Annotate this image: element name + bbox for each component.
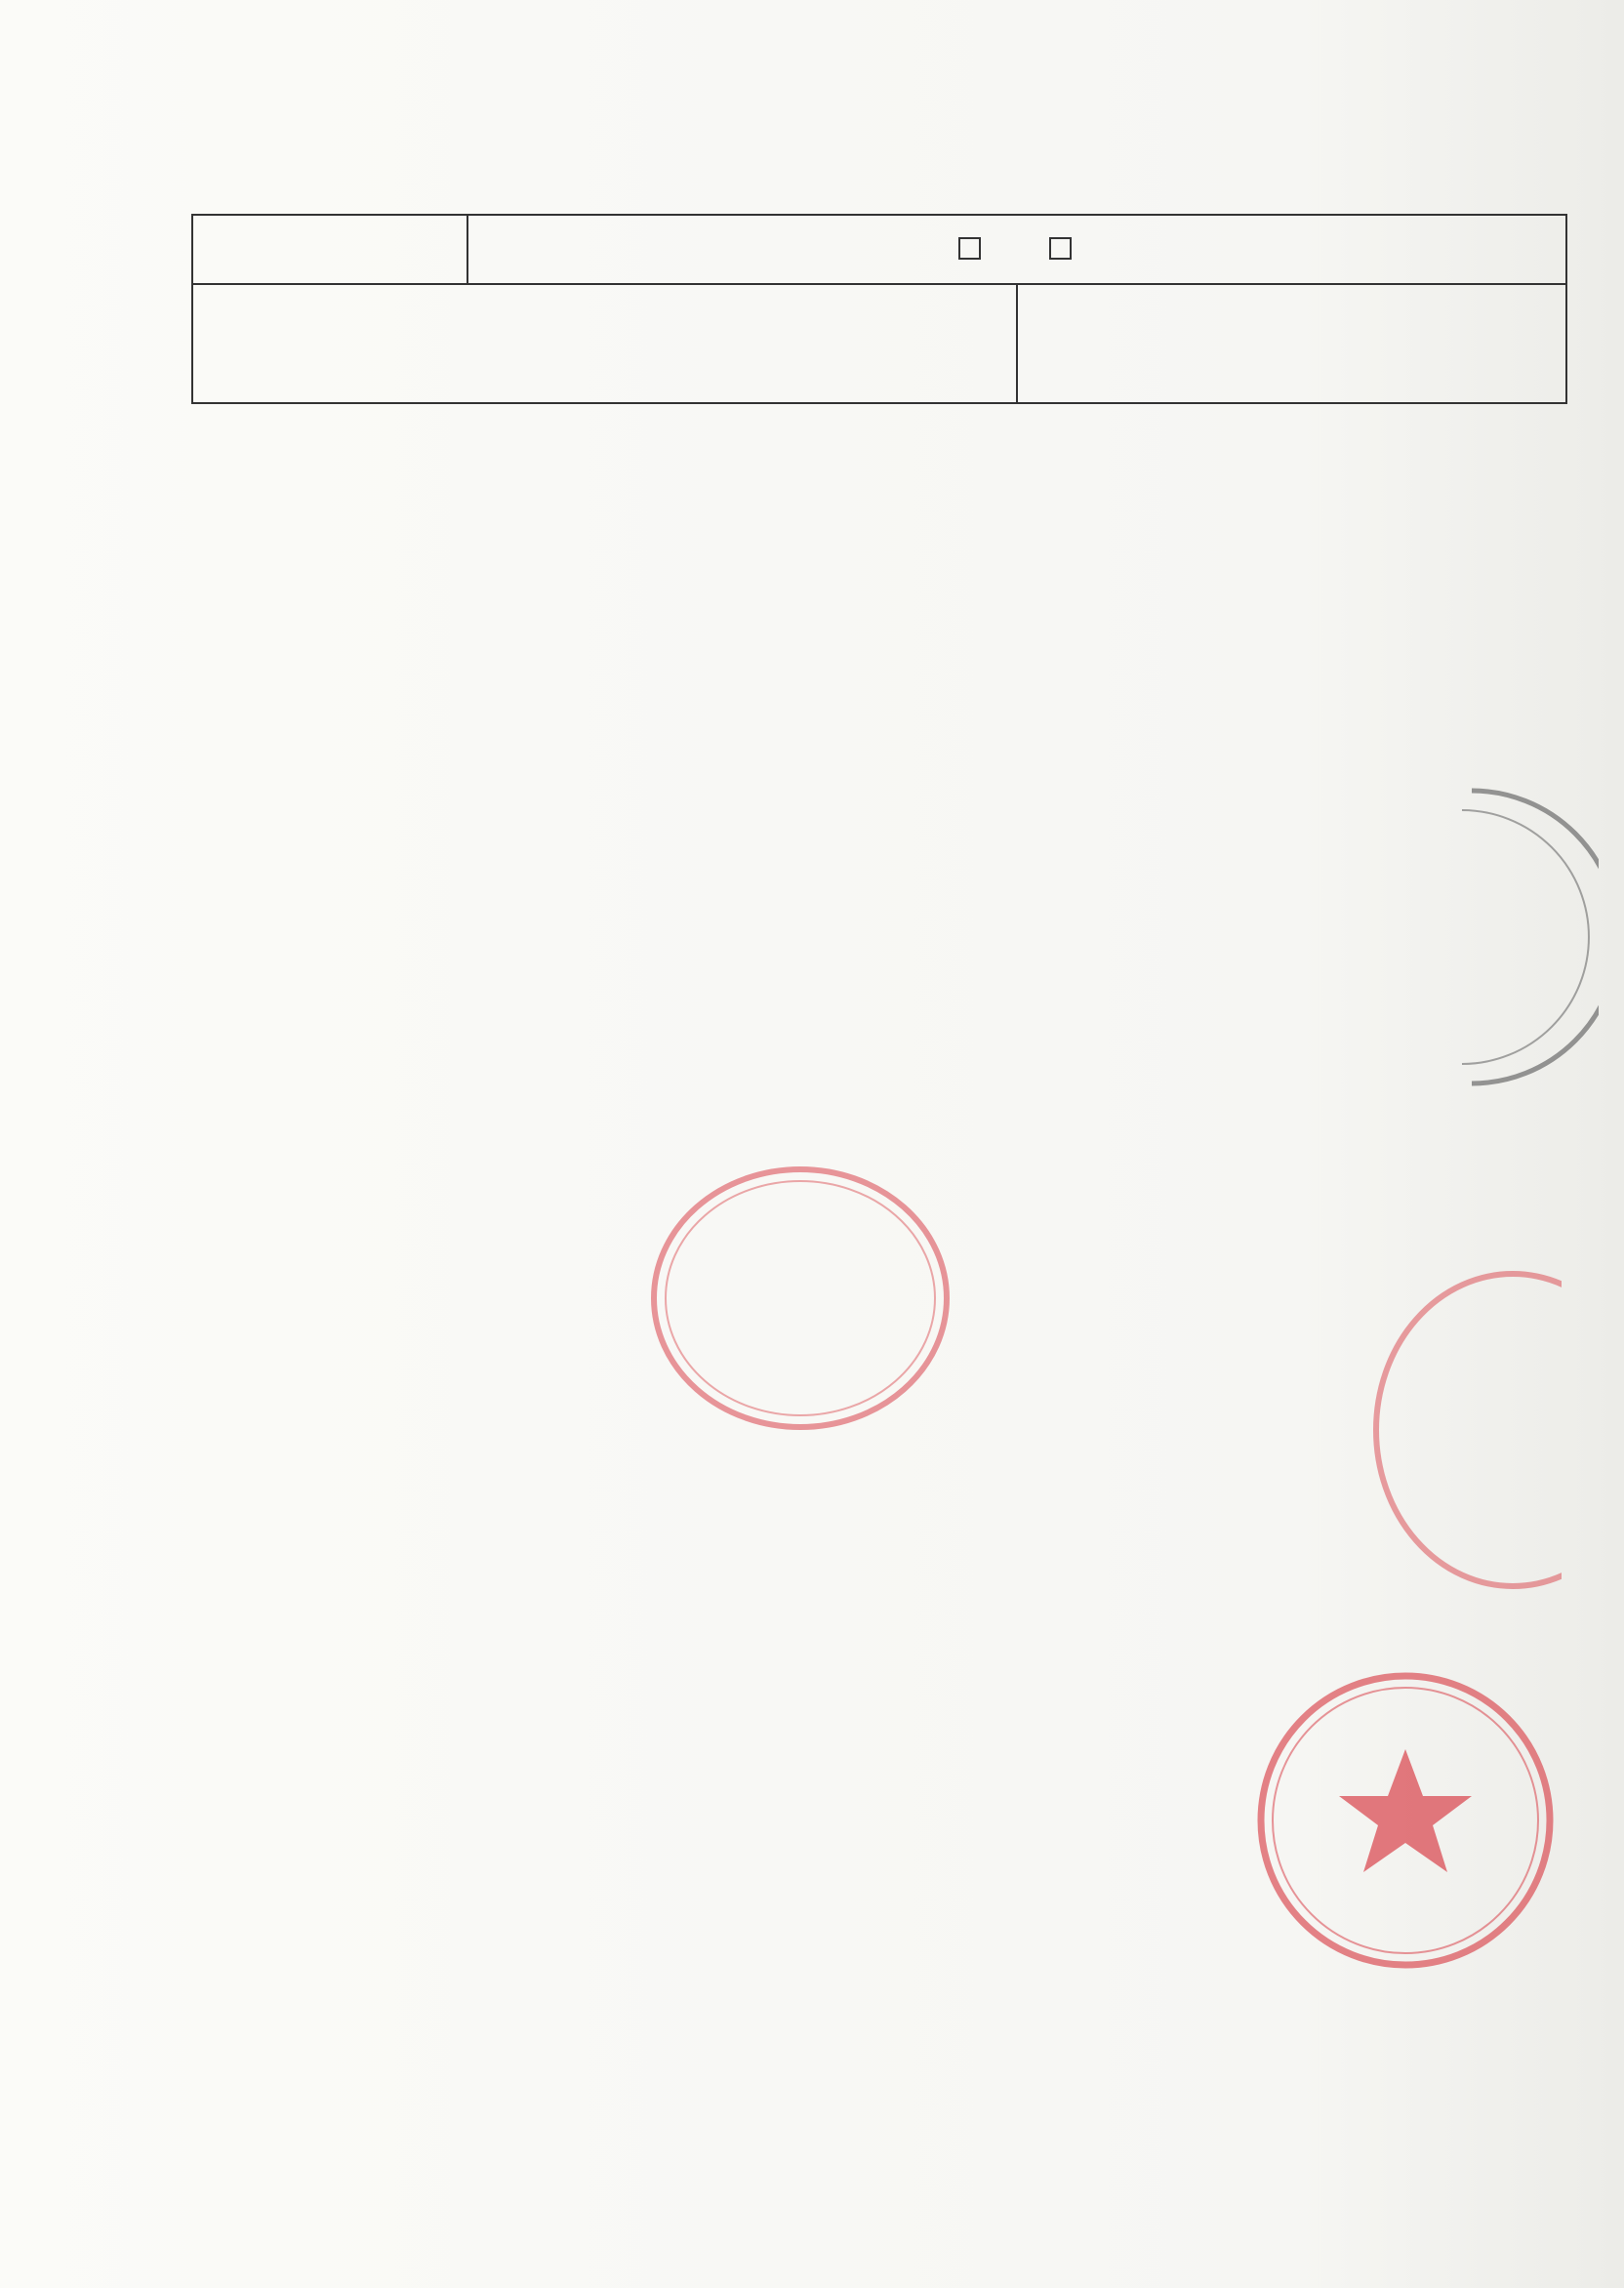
signature-row	[192, 284, 1566, 403]
option-fail[interactable]	[1049, 232, 1076, 266]
inspector-cell	[192, 284, 1017, 403]
checkbox-icon[interactable]	[958, 237, 981, 260]
option-pass[interactable]	[958, 232, 985, 266]
conclusion-row	[192, 215, 1566, 284]
checkbox-icon[interactable]	[1049, 237, 1072, 260]
responsible-cell	[1017, 284, 1566, 403]
inspector-label	[193, 328, 207, 362]
inspection-table	[191, 214, 1567, 404]
conclusion-options	[467, 215, 1566, 284]
conclusion-label	[192, 215, 467, 284]
responsible-label	[1018, 328, 1032, 362]
